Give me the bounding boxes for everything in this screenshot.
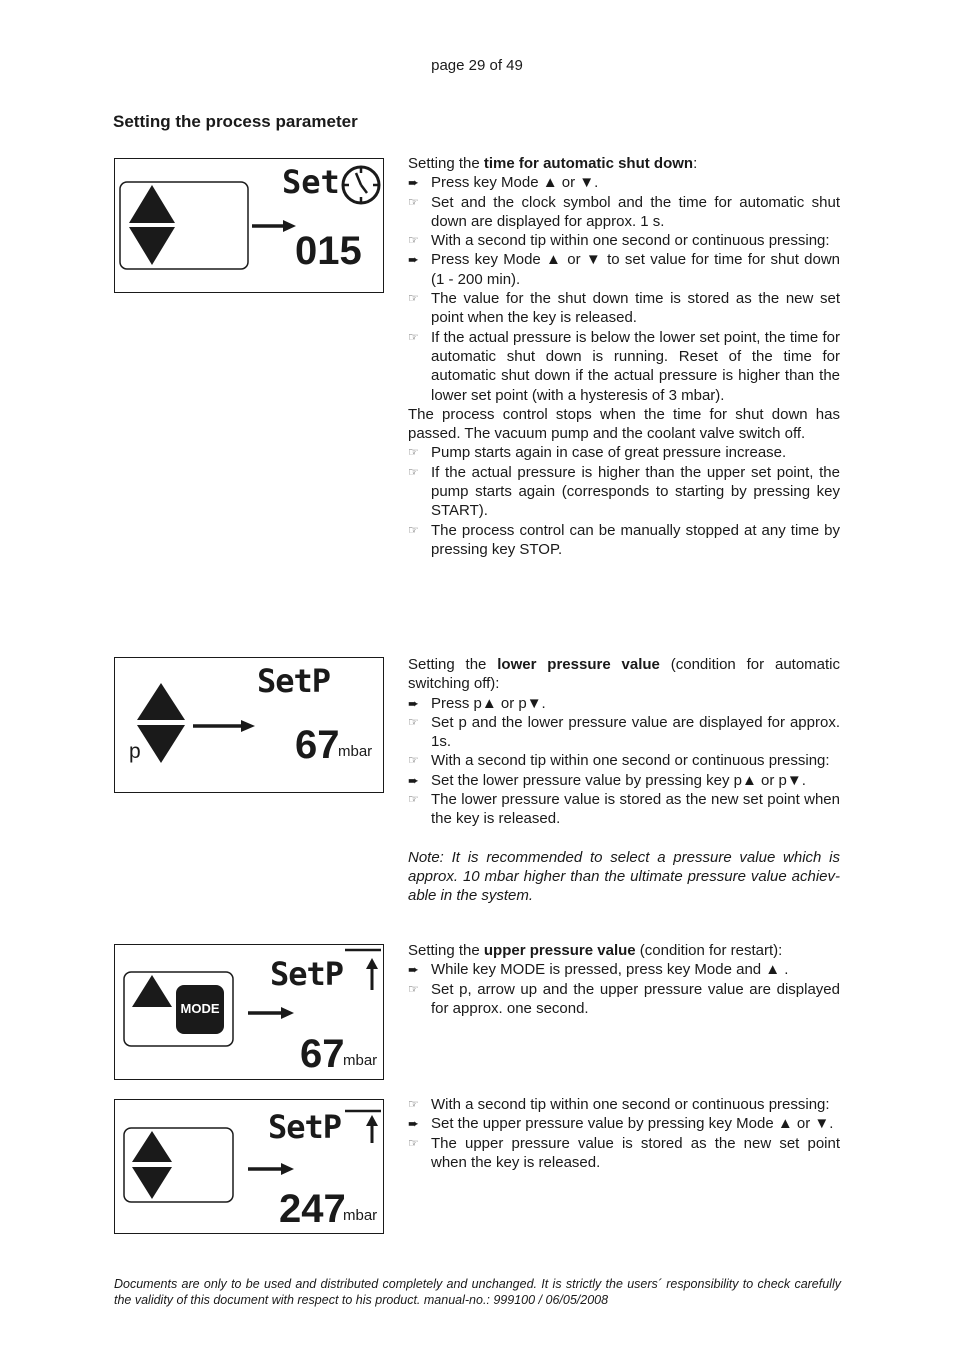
key-frame — [124, 1128, 233, 1202]
display-set-label: SetP — [257, 662, 331, 700]
list-item — [408, 289, 840, 328]
right-arrow-icon: ➨ — [408, 252, 419, 268]
section-title: Setting the process parameter — [113, 112, 358, 131]
list-item-text: Press p▲ or p▼. — [431, 694, 546, 712]
intro-shutdown — [408, 154, 840, 173]
panel-graphics — [115, 159, 385, 294]
pointing-hand-icon: ☞ — [408, 981, 419, 996]
list-item-text: Set and the clock symbol and the time for automatic shut down are displayed for approx. 1 s. — [431, 193, 840, 230]
display-panel-lower-pressure — [114, 657, 384, 793]
text-lower-pressure — [408, 655, 840, 906]
paragraph-shutdown: The process control stops when the time for shut down has passed. The vacuum pump and the coolant valve switch off. — [408, 405, 840, 443]
list-item — [408, 713, 840, 752]
intro-text: Setting the — [408, 155, 484, 172]
display-set-label: SetP — [268, 1108, 342, 1146]
list-item — [408, 328, 840, 405]
arrow-up-icon — [345, 950, 381, 990]
intro-lower — [408, 655, 840, 694]
display-set-label: Set — [282, 163, 340, 201]
list-item-text: Set p and the lower pressure value are displayed for approx. 1s. — [431, 713, 840, 751]
pointing-hand-icon: ☞ — [408, 1097, 419, 1111]
list-item-text: Set the upper pressure value by pressing key Mode ▲ or ▼. — [431, 1115, 834, 1133]
list-item-text: Set p, arrow up and the upper pressure value are displayed for approx. one second. — [431, 980, 840, 1017]
list-item-text: With a second tip within one second or continuous pressing: — [431, 232, 830, 250]
display-value: 67 — [295, 723, 340, 767]
pointing-hand-icon: ☞ — [408, 792, 419, 807]
list-item — [408, 694, 840, 713]
right-arrow-icon — [252, 220, 296, 232]
right-arrow-icon: ➨ — [408, 1116, 419, 1132]
list-item-text: While key MODE is pressed, press key Mode and ▲ . — [431, 961, 789, 979]
list-item — [408, 173, 840, 192]
intro-bold: time for automatic shut down — [483, 155, 694, 172]
pointing-hand-icon: ☞ — [408, 464, 419, 479]
list-item — [408, 1134, 840, 1173]
right-arrow-icon: ➨ — [408, 962, 419, 978]
list-item-text: The value for the shut down time is stored as the new set point when the key is released. — [431, 290, 840, 327]
display-panel-shutdown — [114, 158, 384, 293]
list-item-text: The upper pressure value is stored as the new set point when the key is released. — [431, 1134, 840, 1171]
display-value: 015 — [295, 229, 362, 273]
display-panel-upper-pressure — [114, 944, 384, 1080]
key-frame — [120, 182, 248, 269]
display-unit: mbar — [343, 1207, 378, 1224]
list-item-text: The lower pressure value is stored as the new set point when the key is released. — [431, 791, 840, 828]
list-item — [408, 250, 840, 289]
pointing-hand-icon: ☞ — [408, 233, 419, 248]
intro-text-end: (condition for automatic switching off): — [408, 656, 841, 693]
list-item — [408, 790, 840, 829]
list-item-text: Set the lower pressure value by pressing key p▲ or p▼. — [431, 771, 806, 789]
triangle-up-icon — [132, 975, 172, 1007]
list-item — [408, 771, 840, 790]
text-upper-set — [408, 1095, 840, 1172]
page-number: page 29 of 49 — [431, 57, 523, 74]
intro-upper — [408, 941, 840, 960]
right-arrow-icon — [248, 1163, 294, 1175]
triangle-up-icon — [137, 683, 185, 720]
list-item — [408, 1114, 840, 1133]
pointing-hand-icon: ☞ — [408, 329, 419, 344]
pointing-hand-icon: ☞ — [408, 522, 419, 537]
panel-graphics — [115, 658, 385, 794]
list-item — [408, 231, 840, 250]
triangle-down-icon — [129, 227, 175, 265]
right-arrow-icon — [193, 720, 255, 732]
display-value: 67 — [300, 1032, 345, 1076]
right-arrow-icon: ➨ — [408, 695, 419, 711]
text-shutdown — [408, 154, 840, 559]
triangle-up-icon — [129, 185, 175, 223]
display-unit: mbar — [343, 1052, 378, 1069]
triangle-up-icon — [132, 1131, 172, 1162]
list-item — [408, 521, 840, 560]
text-upper-pressure — [408, 941, 840, 1018]
list-item — [408, 1095, 840, 1114]
intro-text-end: : — [693, 155, 698, 172]
list-item — [408, 193, 840, 232]
right-arrow-icon — [248, 1007, 294, 1019]
intro-text: Setting the — [408, 942, 484, 959]
display-value: 247 — [279, 1187, 346, 1231]
list-item-text: With a second tip within one second or continuous pressing: — [431, 1096, 830, 1113]
list-item — [408, 443, 840, 462]
right-arrow-icon: ➨ — [408, 772, 419, 788]
clock-icon — [343, 167, 379, 203]
intro-bold: lower pressure value — [497, 656, 660, 673]
pointing-hand-icon: ☞ — [408, 194, 419, 209]
display-panel-upper-set — [114, 1099, 384, 1234]
intro-bold: upper pressure value — [483, 942, 636, 959]
right-arrow-icon: ➨ — [408, 175, 419, 191]
triangle-down-icon — [132, 1167, 172, 1199]
list-item — [408, 980, 840, 1019]
display-set-label: SetP — [270, 955, 344, 993]
list-item-text: Press key Mode ▲ or ▼ to set value for time for shut down (1 - 200 min). — [431, 251, 840, 288]
list-item-text: If the actual pressure is higher than the upper set point, the pump starts again (corresponds to starting by pressing key START). — [431, 463, 840, 520]
triangle-down-icon — [137, 725, 185, 763]
display-unit: mbar — [338, 743, 373, 760]
list-item-text: Pump starts again in case of great pressure increase. — [431, 444, 787, 462]
list-item-text: Press key Mode ▲ or ▼. — [431, 174, 599, 192]
list-item — [408, 751, 840, 770]
intro-text: Setting the — [408, 656, 498, 673]
pointing-hand-icon: ☞ — [408, 291, 419, 306]
pointing-hand-icon: ☞ — [408, 445, 419, 460]
mode-key-label: MODE — [180, 1001, 220, 1016]
intro-text-end: (condition for restart): — [635, 942, 783, 959]
pointing-hand-icon: ☞ — [408, 753, 419, 768]
arrow-up-icon — [345, 1111, 381, 1143]
list-item-text: The process control can be manually stopped at any time by pressing key STOP. — [431, 521, 840, 558]
key-p-label: p — [129, 740, 141, 763]
pointing-hand-icon: ☞ — [408, 714, 419, 729]
footer-disclaimer: Documents are only to be used and distributed completely and unchanged. It is strictly the users´ responsibility to check carefully the validity of this document with respect to his product. manual-no.: 999100 / 06/05/2008 — [114, 1277, 841, 1307]
list-item-text: With a second tip within one second or continuous pressing: — [431, 752, 830, 770]
note-text: Note: It is recommended to select a pressure value which is approx. 10 mbar higher than the ultimate pressure value achiev-able in the system. — [408, 848, 840, 905]
list-item-text: If the actual pressure is below the lower set point, the time for automatic shut down is running. Reset of the time for automatic shut down if the actual pressure is higher than the lower set point (with a hysteresis of 3 mbar). — [431, 328, 840, 404]
pointing-hand-icon: ☞ — [408, 1135, 419, 1150]
list-item — [408, 463, 840, 521]
list-item — [408, 960, 840, 979]
